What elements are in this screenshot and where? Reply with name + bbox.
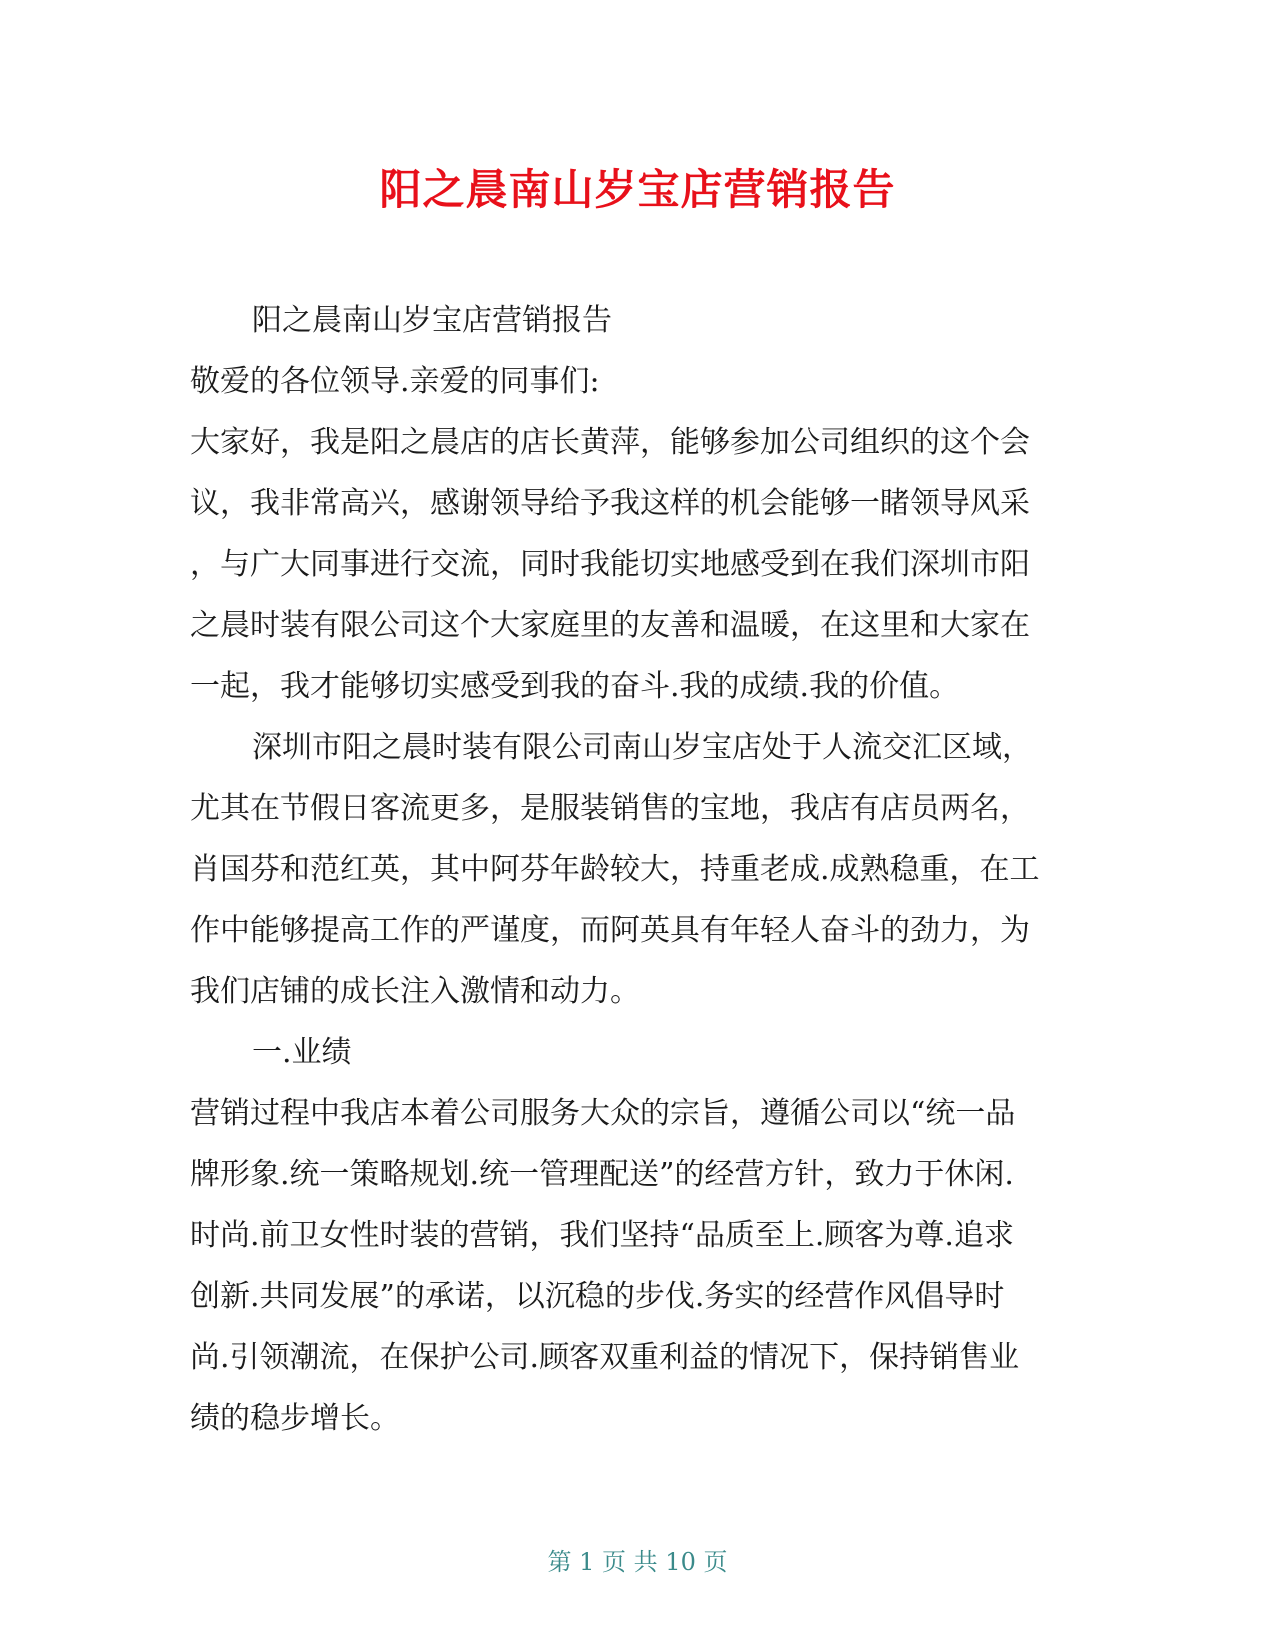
text-line: 议，我非常高兴，感谢领导给予我这样的机会能够一睹领导风采 bbox=[190, 486, 1030, 521]
text-line: 我们店铺的成长注入激情和动力。 bbox=[190, 974, 640, 1009]
text-line: 一起，我才能够切实感受到我的奋斗.我的成绩.我的价值。 bbox=[190, 669, 960, 704]
text-line: 深圳市阳之晨时装有限公司南山岁宝店处于人流交汇区域， bbox=[252, 730, 1032, 765]
text-line: 营销过程中我店本着公司服务大众的宗旨，遵循公司以“统一品 bbox=[190, 1096, 1016, 1131]
text-line: 牌形象.统一策略规划.统一管理配送”的经营方针，致力于休闲. bbox=[190, 1157, 1014, 1192]
text-line: ，与广大同事进行交流，同时我能切实地感受到在我们深圳市阳 bbox=[190, 547, 1030, 582]
text-line: 肖国芬和范红英，其中阿芬年龄较大，持重老成.成熟稳重，在工 bbox=[190, 852, 1040, 887]
text-line: 阳之晨南山岁宝店营销报告 bbox=[252, 303, 612, 338]
text-line: 作中能够提高工作的严谨度，而阿英具有年轻人奋斗的劲力，为 bbox=[190, 913, 1030, 948]
section-heading: 一.业绩 bbox=[252, 1035, 352, 1070]
document-title: 阳之晨南山岁宝店营销报告 bbox=[379, 165, 896, 214]
text-line: 时尚.前卫女性时装的营销，我们坚持“品质至上.顾客为尊.追求 bbox=[190, 1218, 1014, 1253]
document-body bbox=[190, 290, 1090, 1449]
text-line: 大家好，我是阳之晨店的店长黄萍，能够参加公司组织的这个会 bbox=[190, 425, 1030, 460]
text-line: 绩的稳步增长。 bbox=[190, 1401, 400, 1436]
text-line: 创新.共同发展”的承诺，以沉稳的步伐.务实的经营作风倡导时 bbox=[190, 1279, 1005, 1314]
text-line: 尚.引领潮流，在保护公司.顾客双重利益的情况下，保持销售业 bbox=[190, 1340, 1020, 1375]
text-line: 敬爱的各位领导.亲爱的同事们: bbox=[190, 364, 600, 399]
text-line: 尤其在节假日客流更多，是服装销售的宝地，我店有店员两名， bbox=[190, 791, 1030, 826]
page-footer: 第 1 页 共 10 页 bbox=[547, 1548, 728, 1576]
text-line: 之晨时装有限公司这个大家庭里的友善和温暖，在这里和大家在 bbox=[190, 608, 1030, 643]
